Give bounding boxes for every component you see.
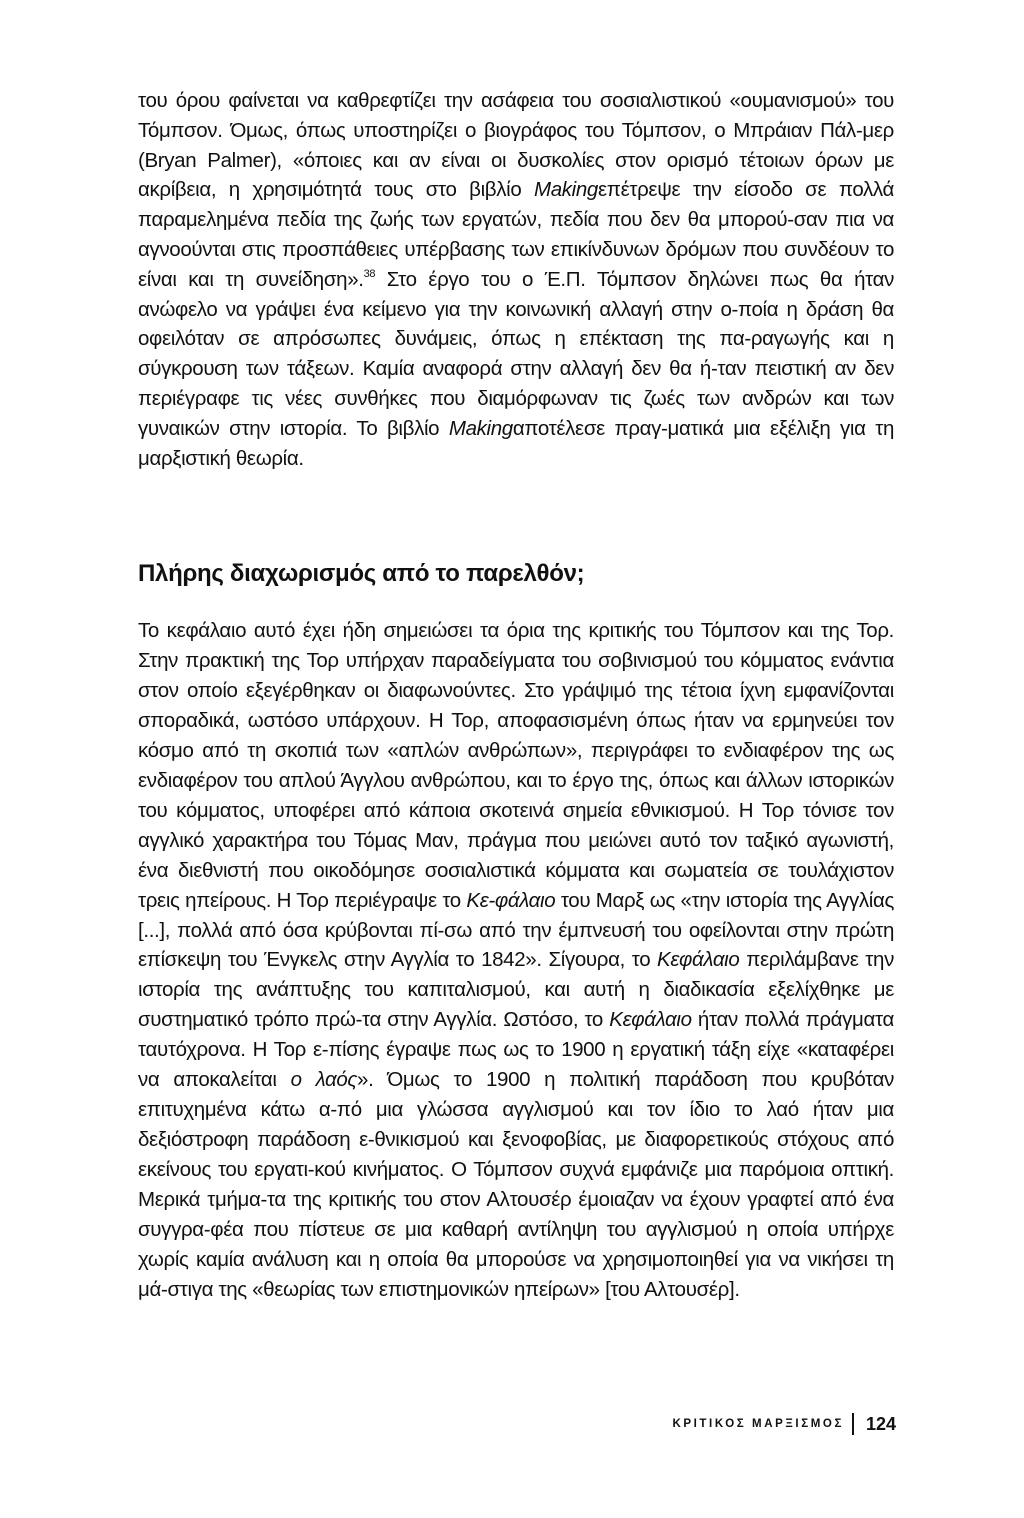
page-number: 124 bbox=[865, 1413, 896, 1434]
text-run: του όρου φαίνεται να καθρεφτίζει την ασάφεια του σοσιαλιστικού «ουμανισμού» του Τόμπσον. Όμως, όπως υποστηρίζει ο βιογράφος του Τόμπσον, ο Μπράιαν Πάλ-μερ (Bryan Palmer), «όποιες και αν είναι οι δυσκολίες στον ορισμό τέτοιων όρων με ακρίβεια, η χρησιμότητά τους στο βιβλίο bbox=[138, 89, 894, 202]
running-title: ΚΡΙΤΙΚΟΣ ΜΑΡΞΙΣΜΟΣ bbox=[672, 1418, 844, 1430]
footnote-ref: 38 bbox=[363, 267, 376, 280]
text-run: του Μαρξ ως «την ιστορία της Αγγλίας [...], πολλά από όσα κρύβονται πί-σω από την έμπνευσή του οφείλονται στην πρώτη επίσκεψη του Ένγκελς στην Αγγλία το 1842». Σίγουρα, το bbox=[138, 888, 894, 972]
text-run: Στο έργο του ο Έ.Π. Τόμπσον δηλώνει πως θα ήταν ανώφελο να γράψει ένα κείμενο για την κοινωνική αλλαγή στην ο-ποία η δράση θα οφειλόταν σε απρόσωπες δυνάμεις, όπως η επέκταση της πα-ραγωγής και η σύγκρουση των τάξεων. Καμία αναφορά στην αλλαγή δεν θα ή-ταν πειστική αν δεν περιέγραφε τις νέες συνθήκες που διαμόρφωναν τις ζωές των ανδρών και των γυναικών στην ιστορία. Το βιβλίο bbox=[138, 267, 894, 440]
emphasis-book-title: Making bbox=[448, 416, 513, 440]
text-run: ήταν πολλά πράγματα ταυτόχρονα. Η Τορ ε-πίσης έγραψε πως ως το 1900 η εργατική τάξη είχε «καταφέρει να αποκαλείται bbox=[138, 1008, 894, 1092]
emphasis-book-title: Making bbox=[533, 178, 598, 202]
text-run: περιλάμβανε την ιστορία της ανάπτυξης του καπιταλισμού, και αυτή η διαδικασία εξελίχθηκε με συστηματικό τρόπο πρώ-τα στην Αγγλία. Ωστόσο, το bbox=[138, 948, 894, 1032]
emphasis-book-title: Κεφάλαιο bbox=[657, 948, 740, 972]
body-paragraph-1 bbox=[138, 86, 894, 473]
text-run: επέτρεψε την είσοδο σε πολλά παραμελημένα πεδία της ζωής των εργατών, πεδία που δεν θα μπορού-σαν πια να αγνοούνται στις προσπάθειες υπέρβασης των επικίνδυνων δρόμων που συνδέουν το είναι και τη συνείδηση». bbox=[138, 178, 895, 291]
text-run: Το κεφάλαιο αυτό έχει ήδη σημειώσει τα όρια της κριτικής του Τόμπσον και της Τορ. Στην πρακτική της Τορ υπήρχαν παραδείγματα του σοβινισμού του κόμματος ενάντια στον οποίο εξεγέρθηκαν οι διαφωνούντες. Στο γράψιμό της τέτοια ίχνη εμφανίζονται σποραδικά, ωστόσο υπάρχουν. Η Τορ, αποφασισμένη όπως ήταν να ερμηνεύει τον κόσμο από τη σκοπιά των «απλών ανθρώπων», περιγράφει το ενδιαφέρον της ως ενδιαφέρον του απλού Άγγλου ανθρώπου, και το έργο της, όπως και άλλων ιστορικών του κόμματος, υποφέρει από κάποια σκοτεινά σημεία εθνικισμού. Η Τορ τόνισε τον αγγλικό χαρακτήρα του Τόμας Μαν, πράγμα που μειώνει αυτό τον ταξικό αγωνιστή, ένα διεθνιστή που οικοδόμησε σοσιαλιστικά κόμματα και σωματεία σε τουλάχιστον τρεις ηπείρους. Η Τορ περιέγραψε το bbox=[138, 619, 894, 912]
section-heading: Πλήρης διαχωρισμός από το παρελθόν; bbox=[138, 560, 585, 587]
emphasis-book-title: Κε-φάλαιο bbox=[466, 888, 556, 912]
emphasis-term: ο λαός bbox=[290, 1068, 358, 1092]
text-run: ». Όμως το 1900 η πολιτική παράδοση που κρυβόταν επιτυχημένα κάτω α-πό μια γλώσσα αγγλισμού και τον ίδιο το λαό ήταν μια δεξιόστροφη παράδοση ε-θνικισμού και ξενοφοβίας, με διαφορετικούς στόχους από εκείνους του εργατι-κού κινήματος. Ο Τόμπσον συχνά εμφάνιζε μια παρόμοια οπτική. Μερικά τμήμα-τα της κριτικής του στον Αλτουσέρ έμοιαζαν να έχουν γραφτεί από ένα συγγρα-φέα που πίστευε σε μια καθαρή αντίληψη του αγγλισμού η οποία υπήρχε χωρίς καμία ανάλυση και η οποία θα μπορούσε να χρησιμοποιηθεί για να νικήσει τη μά-στιγα της «θεωρίας των επιστημονικών ηπείρων» [του Αλτουσέρ]. bbox=[138, 1068, 895, 1301]
text-run: αποτέλεσε πραγ-ματικά μια εξέλιξη για τη μαρξιστική θεωρία. bbox=[138, 416, 895, 470]
emphasis-book-title: Κεφάλαιο bbox=[609, 1008, 692, 1032]
footer-divider bbox=[852, 1413, 854, 1435]
page-footer bbox=[652, 1412, 896, 1436]
body-paragraph-2 bbox=[138, 616, 894, 1305]
